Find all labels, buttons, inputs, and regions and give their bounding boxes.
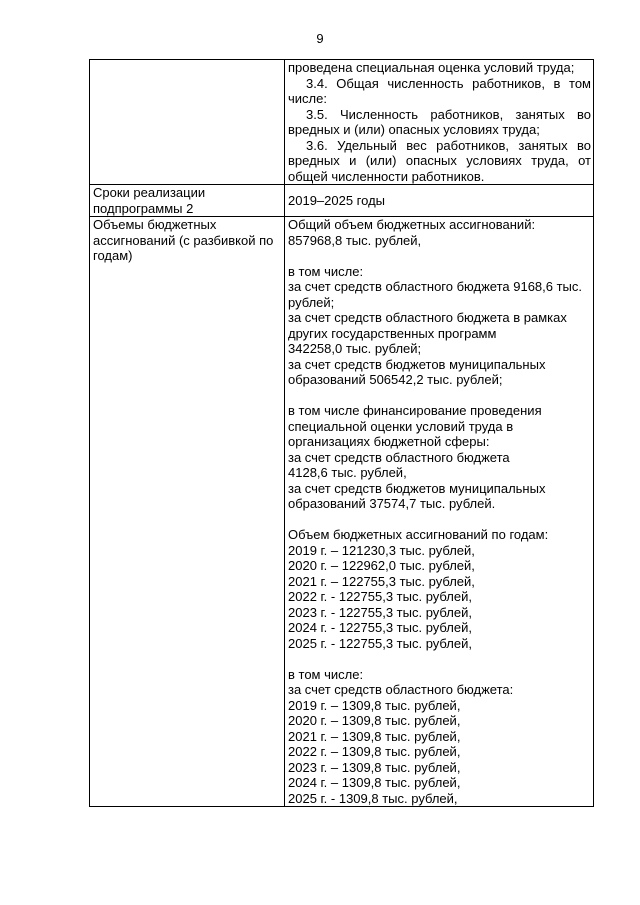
regional-year-line: 2025 г. - 1309,8 тыс. рублей, (288, 790, 458, 806)
budget-line: Объем бюджетных ассигнований по годам: (288, 527, 549, 542)
indicator-item: 3.5. Численность работников, занятых во вредных и (или) опасных условиях труда; (288, 106, 591, 137)
budget-line: в том числе: (288, 263, 364, 279)
indicator-item: 3.6. Удельный вес работников, занятых во вредных и (или) опасных условиях труда, от общей численности работников. (288, 137, 591, 184)
timeline-value: 2019–2025 годы (285, 185, 594, 217)
budget-line: за счет средств областного бюджета (288, 449, 510, 465)
budget-year-line: 2023 г. - 122755,3 тыс. рублей, (288, 604, 472, 620)
page-number: 9 (316, 31, 324, 46)
budget-line: 4128,6 тыс. рублей, (288, 465, 407, 480)
regional-year-line: 2021 г. – 1309,8 тыс. рублей, (288, 728, 461, 744)
regional-year-line: 2024 г. – 1309,8 тыс. рублей, (288, 775, 461, 790)
table-row (90, 217, 594, 807)
budget-line: за счет средств бюджетов муниципальных образований 506542,2 тыс. рублей; (288, 356, 546, 387)
indicator-item: 3.4. Общая численность работников, в том числе: (288, 75, 591, 106)
budget-line: 342258,0 тыс. рублей; (288, 341, 422, 356)
budget-line: за счет средств областного бюджета 9168,6 тыс. рублей; (288, 279, 583, 310)
budget-year-line: 2019 г. – 121230,3 тыс. рублей, (288, 542, 475, 558)
budget-line: в том числе: (288, 666, 364, 682)
table-cell-indicators (285, 60, 594, 185)
regional-year-line: 2023 г. – 1309,8 тыс. рублей, (288, 759, 461, 775)
budget-details (285, 217, 594, 807)
table-row (90, 60, 594, 185)
spacer (288, 512, 591, 528)
budget-year-line: 2024 г. - 122755,3 тыс. рублей, (288, 620, 472, 635)
budget-year-line: 2022 г. - 122755,3 тыс. рублей, (288, 589, 472, 604)
budget-line: в том числе финансирование проведения специальной оценки условий труда в организациях бюджетной сферы: (288, 403, 542, 449)
table-row (90, 185, 594, 217)
row-label-budget: Объемы бюджетных ассигнований (с разбивкой по годам) (90, 217, 285, 807)
program-table (89, 59, 594, 807)
budget-year-line: 2025 г. - 122755,3 тыс. рублей, (288, 635, 472, 651)
regional-year-line: 2020 г. – 1309,8 тыс. рублей, (288, 713, 461, 728)
regional-year-line: 2022 г. – 1309,8 тыс. рублей, (288, 744, 461, 759)
table-cell-empty (90, 60, 285, 185)
row-label-timeline: Сроки реализации подпрограммы 2 (90, 185, 285, 217)
budget-year-line: 2021 г. – 122755,3 тыс. рублей, (288, 573, 475, 589)
indicator-text: проведена специальная оценка условий труда; (288, 60, 575, 75)
budget-line: Общий объем бюджетных ассигнований: (288, 217, 536, 232)
budget-year-line: 2020 г. – 122962,0 тыс. рублей, (288, 558, 475, 573)
budget-line: за счет средств бюджетов муниципальных образований 37574,7 тыс. рублей. (288, 480, 546, 511)
spacer (288, 388, 591, 404)
spacer (288, 651, 591, 667)
budget-line: 857968,8 тыс. рублей, (288, 232, 422, 248)
spacer (288, 248, 591, 264)
regional-year-line: 2019 г. – 1309,8 тыс. рублей, (288, 697, 461, 713)
budget-line: за счет средств областного бюджета: (288, 682, 514, 697)
budget-line: за счет средств областного бюджета в рамках других государственных программ (288, 310, 567, 341)
